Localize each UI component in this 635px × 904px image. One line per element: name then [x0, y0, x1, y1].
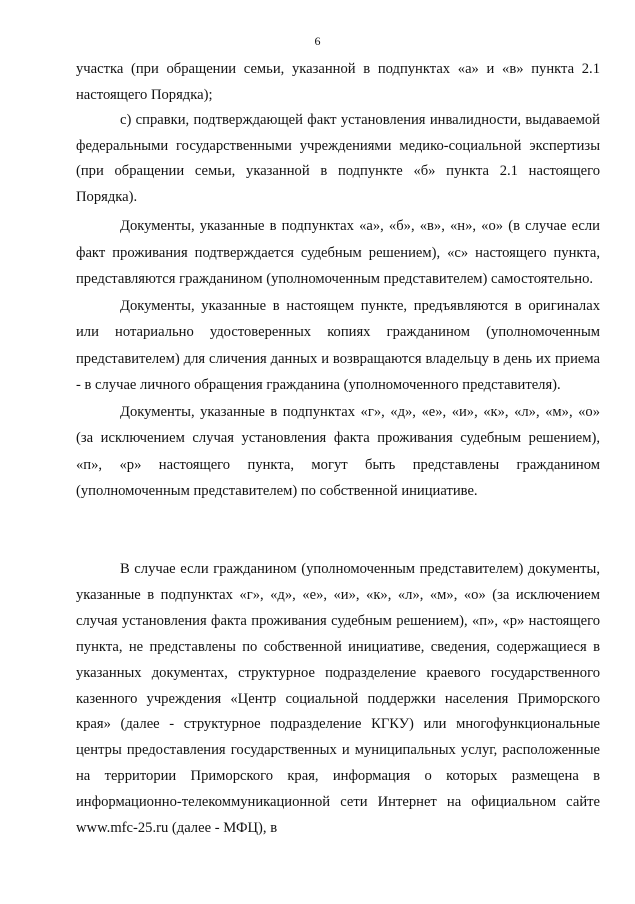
text-block-3 — [76, 557, 600, 842]
paragraph-documents-self: Документы, указанные в подпунктах «а», «б», «в», «н», «о» (в случае если факт проживания подтверждается судебным решением), «с» настоящего пункта, представляются гражданином (уполномоченным представителем) самостоятельно. — [76, 218, 600, 287]
paragraph-documents-initiative: Документы, указанные в подпунктах «г», «д», «е», «и», «к», «л», «м», «о» (за исключением случая установления факта проживания судебным решением), «п», «р» настоящего пункта, могут быть представлены гражданином (уполномоченным представителем) по собственной инициативе. — [76, 403, 600, 499]
paragraph-documents-originals: Документы, указанные в настоящем пункте, предъявляются в оригиналах или нотариально удостоверенных копиях гражданином (уполномоченным представителем) для сличения данных и возвращаются владельцу в день их приема - в случае личного обращения гражданина (уполномоченного представителя). — [76, 297, 600, 393]
page-number: 6 — [314, 34, 321, 48]
paragraph-documents-not-provided: В случае если гражданином (уполномоченным представителем) документы, указанные в подпунктах «г», «д», «е», «и», «к», «л», «м», «о» (за исключением случая установления факта проживания судебным решением), «п», «р» настоящего пункта, не представлены по собственной инициативе, сведения, содержащиеся в указанных документах, структурное подразделение краевого государственного казенного учреждения «Центр социальной поддержки населения Приморского края» (далее - структурное подразделение КГКУ) или многофункциональные центры предоставления государственных и муниципальных услуг, расположенные на территории Приморского края, информация о которых размещена в информационно-телекоммуникационной сети Интернет на официальном сайте www.mfc-25.ru (далее - МФЦ), в — [76, 561, 600, 837]
text-block-1 — [76, 57, 600, 210]
paragraph-continuation: участка (при обращении семьи, указанной в подпунктах «а» и «в» пункта 2.1 настоящего Порядка); — [76, 61, 600, 103]
paragraph-item-c: с) справки, подтверждающей факт установления инвалидности, выдаваемой федеральными государственными учреждениями медико-социальной экспертизы (при обращении семьи, указанной в подпункте «б» пункта 2.1 настоящего Порядка). — [76, 112, 600, 205]
text-block-2 — [76, 213, 600, 505]
